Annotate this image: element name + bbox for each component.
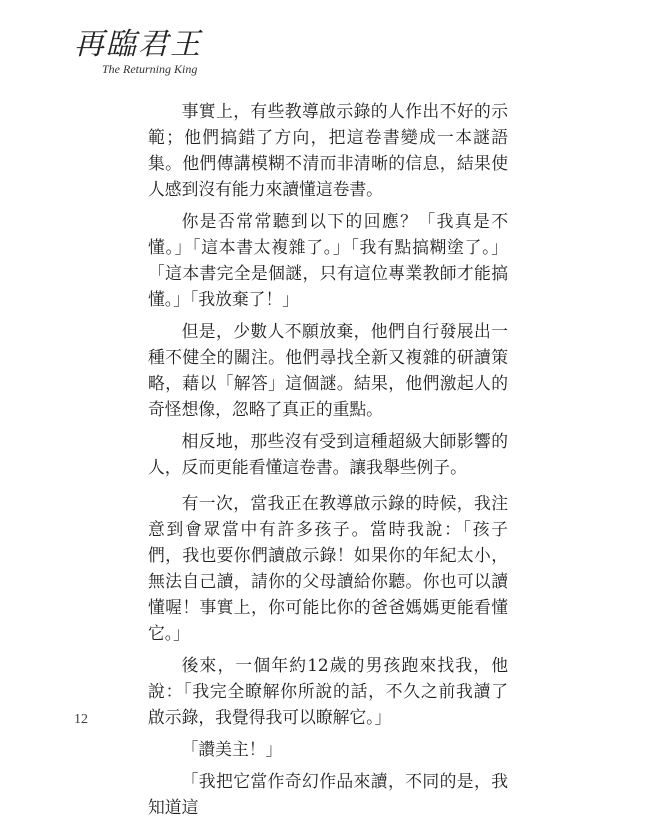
paragraph: 相反地，那些沒有受到這種超級大師影響的人，反而更能看懂這卷書。讓我舉些例子。	[148, 431, 508, 477]
body-text	[148, 98, 508, 820]
paragraph: 但是，少數人不願放棄，他們自行發展出一種不健全的關注。他們尋找全新又複雜的研讀策略，藉以「解答」這個謎。結果，他們激起人的奇怪想像，忽略了真正的重點。	[148, 321, 508, 419]
paragraph: 事實上，有些教導啟示錄的人作出不好的示範；他們搞錯了方向，把這卷書變成一本謎語集。他們傳講模糊不清而非清晰的信息，結果使人感到沒有能力來讀懂這卷書。	[148, 101, 508, 199]
book-title-logo: 再臨君王	[74, 27, 202, 62]
paragraph: 你是否常常聽到以下的回應？「我真是不懂。」「這本書太複雜了。」「我有點搞糊塗了。」「這本書完全是個謎，只有這位專業教師才能搞懂。」「我放棄了！」	[148, 211, 508, 309]
paragraph: 後來，一個年約12歲的男孩跑來找我，他說：「我完全瞭解你所說的話，不久之前我讀了啟示錄，我覺得我可以瞭解它。」	[148, 655, 508, 727]
book-title-english: The Returning King	[102, 62, 198, 76]
page-number: 12	[74, 712, 88, 727]
paragraph: 有一次，當我正在教導啟示錄的時候，我注意到會眾當中有許多孩子。當時我說：「孩子們，我也要你們讀啟示錄！如果你的年紀太小，無法自己讀，請你的父母讀給你聽。你也可以讀懂喔！事實上，你可能比你的爸爸媽媽更能看懂它。」	[148, 493, 508, 643]
paragraph: 「我把它當作奇幻作品來讀，不同的是，我知道這	[148, 771, 508, 817]
running-header	[74, 28, 214, 78]
paragraph: 「讚美主！」	[181, 739, 283, 759]
